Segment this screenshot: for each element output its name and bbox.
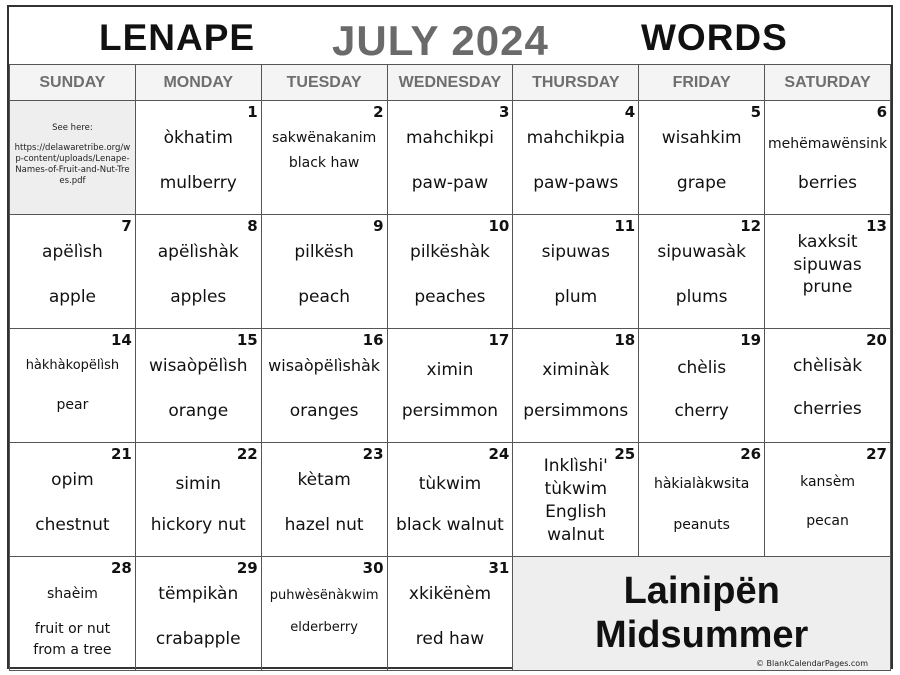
day-cell-26[interactable] (639, 443, 765, 557)
lenape-word: puhwèsënàkwim (269, 588, 379, 603)
lenape-word: wisaòpëlìsh (148, 356, 248, 376)
midsummer-banner (513, 569, 890, 657)
lenape-word: wisahkim (661, 128, 742, 148)
day-cell-9[interactable] (261, 215, 387, 329)
lenape-word: òkhatim (163, 128, 233, 148)
english-gloss: pear (56, 397, 89, 413)
english-gloss: cherry (674, 401, 729, 421)
lenape-word: apëlìsh (42, 242, 103, 262)
day-cell-22[interactable] (135, 443, 261, 557)
day-cell-3[interactable] (387, 101, 513, 215)
english-gloss: mulberry (159, 173, 237, 193)
weekday-sunday: SUNDAY (10, 65, 136, 101)
lenape-word: chèlis (677, 358, 727, 378)
lenape-word: sipuwas (541, 242, 610, 262)
day-number: 31 (488, 559, 510, 577)
title-month: JULY 2024 (332, 17, 549, 64)
english-gloss: peanuts (673, 517, 730, 533)
day-number: 30 (362, 559, 384, 577)
day-cell-16[interactable] (261, 329, 387, 443)
banner-line-english: Midsummer (595, 614, 809, 656)
day-cell-18[interactable] (513, 329, 639, 443)
day-number: 16 (362, 331, 384, 349)
title-row (9, 7, 891, 64)
day-number: 20 (866, 331, 887, 349)
day-cell-21[interactable] (10, 443, 136, 557)
day-cell-4[interactable] (513, 101, 639, 215)
banner-line-lenape: Lainipën (623, 570, 780, 612)
english-gloss: paw-paws (533, 173, 619, 193)
day-cell-30[interactable] (261, 557, 387, 671)
english-gloss: berries (798, 173, 858, 193)
english-gloss: paw-paw (411, 173, 489, 193)
day-number: 25 (614, 445, 636, 463)
english-gloss: apples (170, 287, 227, 307)
english-gloss: plums (675, 287, 728, 307)
day-number: 24 (488, 445, 510, 463)
lenape-word: tùkwim (418, 474, 482, 494)
weekday-tuesday: TUESDAY (261, 65, 387, 101)
weekday-thursday: THURSDAY (513, 65, 639, 101)
lenape-word: mehëmawënsink (768, 136, 888, 152)
english-gloss: persimmons (523, 401, 629, 421)
day-number: 6 (876, 103, 887, 121)
day-number: 23 (362, 445, 384, 463)
day-cell-11[interactable] (513, 215, 639, 329)
lenape-word: kaxksit sipuwas (793, 232, 862, 275)
day-number: 17 (488, 331, 510, 349)
day-number: 21 (110, 445, 132, 463)
day-number: 13 (866, 217, 887, 235)
english-gloss: peaches (414, 287, 486, 307)
lenape-word: mahchikpi (405, 128, 494, 148)
english-gloss: pecan (806, 513, 849, 529)
calendar-frame (7, 5, 893, 669)
lenape-word: kètam (297, 470, 351, 490)
english-gloss: hickory nut (150, 515, 246, 535)
lenape-word: shaèim (46, 586, 98, 602)
lenape-word: pilkëshàk (410, 242, 490, 262)
english-gloss: red haw (415, 629, 485, 649)
note-url-link[interactable]: https://delawaretribe.org/wp-content/uploads/Lenape-Names-of-Fruit-and-Nut-Trees.pdf (14, 143, 131, 186)
note-heading: See here: (52, 123, 93, 133)
day-cell-27[interactable] (765, 443, 891, 557)
day-number: 27 (866, 445, 887, 463)
lenape-word: wisaòpëlìshàk (268, 356, 381, 375)
day-number: 4 (624, 103, 636, 121)
day-number: 9 (373, 217, 384, 235)
weekday-friday: FRIDAY (639, 65, 765, 101)
english-gloss: plum (554, 287, 598, 307)
weekday-header-row (10, 65, 891, 101)
lenape-word: hàkialàkwsita (653, 476, 750, 492)
english-gloss: elderberry (290, 620, 358, 635)
lenape-word: opim (51, 470, 94, 490)
day-number: 5 (750, 103, 762, 121)
day-cell-25[interactable] (513, 443, 639, 557)
english-gloss: orange (168, 401, 229, 421)
lenape-word: pilkësh (294, 242, 354, 262)
day-number: 8 (247, 217, 258, 235)
english-gloss: cherries (793, 399, 862, 419)
title-lenape: LENAPE (99, 17, 256, 58)
lenape-word: sakwënakanim (271, 130, 377, 146)
day-number: 1 (247, 103, 258, 121)
day-number: 10 (488, 217, 510, 235)
lenape-word: sipuwasàk (657, 242, 746, 262)
day-cell-20[interactable] (765, 329, 891, 443)
day-cell-15[interactable] (135, 329, 261, 443)
day-cell-1[interactable] (135, 101, 261, 215)
day-number: 22 (236, 445, 258, 463)
english-gloss: grape (676, 173, 727, 193)
english-gloss: black walnut (396, 515, 504, 535)
english-gloss: prune (802, 277, 853, 297)
lenape-word: mahchikpia (526, 128, 625, 148)
day-number: 18 (614, 331, 636, 349)
day-cell-13[interactable] (765, 215, 891, 329)
week-row-2 (10, 215, 891, 329)
weekday-wednesday: WEDNESDAY (387, 65, 513, 101)
calendar-grid (9, 64, 891, 671)
day-number: 11 (614, 217, 636, 235)
english-gloss: persimmon (401, 401, 499, 421)
title-words: WORDS (641, 17, 788, 58)
lenape-word: hàkhàkopëlìsh (25, 358, 120, 373)
day-number: 12 (740, 217, 762, 235)
day-cell-7[interactable] (10, 215, 136, 329)
english-gloss: oranges (289, 401, 359, 421)
reference-note (14, 123, 131, 187)
lenape-word: kansèm (800, 474, 855, 490)
weekday-saturday: SATURDAY (765, 65, 891, 101)
day-number: 14 (110, 331, 132, 349)
day-cell-24[interactable] (387, 443, 513, 557)
day-number: 3 (498, 103, 510, 121)
day-cell-10[interactable] (387, 215, 513, 329)
day-cell-31[interactable] (387, 557, 513, 671)
week-row-4 (10, 443, 891, 557)
day-number: 7 (121, 217, 132, 235)
week-row-1 (10, 101, 891, 215)
weekday-monday: MONDAY (135, 65, 261, 101)
day-cell-12[interactable] (639, 215, 765, 329)
day-cell-6[interactable] (765, 101, 891, 215)
day-cell-8[interactable] (135, 215, 261, 329)
lenape-word: ximin (426, 360, 474, 380)
midsummer-banner-cell (513, 557, 891, 671)
week-row-5 (10, 557, 891, 671)
english-gloss: peach (298, 287, 350, 307)
day-cell-5[interactable] (639, 101, 765, 215)
day-cell-23[interactable] (261, 443, 387, 557)
day-number: 2 (373, 103, 384, 121)
lenape-word: apëlìshàk (157, 242, 239, 262)
lenape-word: xkikënèm (408, 584, 492, 604)
day-cell-17[interactable] (387, 329, 513, 443)
english-gloss: crabapple (155, 629, 241, 649)
day-number: 28 (110, 559, 132, 577)
day-cell-28[interactable] (10, 557, 136, 671)
lenape-word: Inklìshi' tùkwim (543, 456, 608, 499)
english-gloss: hazel nut (284, 515, 364, 535)
lenape-word: simin (175, 474, 222, 494)
lenape-word: tëmpikàn (158, 584, 239, 604)
day-number: 19 (740, 331, 762, 349)
day-number: 26 (740, 445, 762, 463)
english-gloss: English walnut (545, 502, 607, 545)
week-row-3 (10, 329, 891, 443)
day-cell-2[interactable] (261, 101, 387, 215)
copyright-footer: © BlankCalendarPages.com (756, 659, 868, 668)
lenape-word: chèlisàk (792, 356, 863, 376)
english-gloss: black haw (288, 155, 360, 171)
day-cell-19[interactable] (639, 329, 765, 443)
day-number: 15 (236, 331, 258, 349)
english-gloss: chestnut (35, 515, 110, 535)
day-cell-29[interactable] (135, 557, 261, 671)
lenape-word: ximinàk (542, 360, 610, 380)
english-gloss: apple (48, 287, 97, 307)
day-cell-14[interactable] (10, 329, 136, 443)
day-number: 29 (236, 559, 258, 577)
reference-note-cell (10, 101, 136, 215)
english-gloss: fruit or nut from a tree (33, 621, 112, 658)
